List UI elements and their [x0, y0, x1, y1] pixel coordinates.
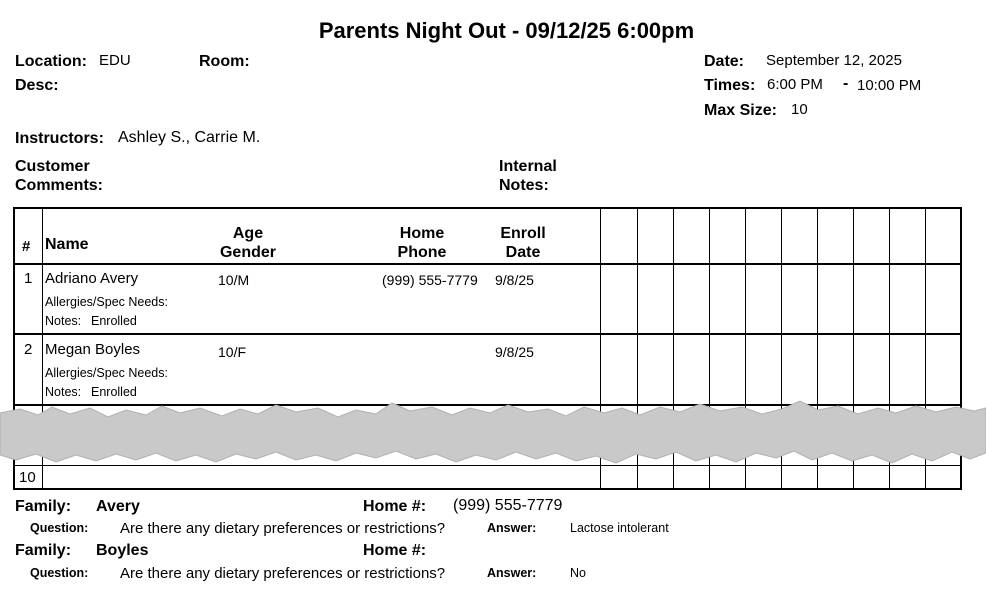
question-label: Question: [30, 566, 89, 580]
notes-value: Enrolled [91, 314, 137, 328]
internal-notes-label-1: Internal [499, 158, 557, 175]
row-number-last: 10 [19, 469, 36, 486]
instructors-value: Ashley S., Carrie M. [118, 129, 261, 146]
home-number-value: (999) 555-7779 [453, 497, 563, 514]
family-label: Family: [15, 542, 72, 559]
allergies-label: Allergies/Spec Needs: [45, 366, 168, 380]
col-header-phone [377, 224, 467, 262]
row-number: 2 [24, 341, 33, 358]
answer-label: Answer: [487, 521, 537, 535]
col-header-name: Name [45, 236, 89, 253]
table-header-divider [13, 263, 961, 265]
col-header-num: # [22, 238, 31, 255]
question-text: Are there any dietary preferences or restrictions? [120, 565, 446, 582]
notes-label: Notes: [45, 385, 82, 399]
time-separator: - [843, 75, 849, 92]
col-header-phone-line2: Phone [397, 244, 447, 261]
enroll-date: 9/8/25 [495, 272, 534, 288]
location-value: EDU [99, 52, 131, 69]
allergies-label: Allergies/Spec Needs: [45, 295, 168, 309]
notes-value: Enrolled [91, 385, 137, 399]
col-header-age [205, 224, 291, 262]
customer-comments-label-2: Comments: [15, 177, 104, 194]
instructors-label: Instructors: [15, 130, 104, 147]
customer-comments-label-1: Customer [15, 158, 90, 175]
times-label: Times: [704, 77, 756, 94]
time-end: 10:00 PM [857, 77, 922, 94]
location-label: Location: [15, 53, 87, 70]
family-name: Avery [96, 498, 140, 515]
max-size-value: 10 [791, 101, 808, 118]
torn-page-effect [0, 395, 986, 480]
internal-notes-label-2: Notes: [499, 177, 549, 194]
col-header-enroll-line1: Enroll [500, 225, 546, 242]
date-label: Date: [704, 53, 745, 70]
question-label: Question: [30, 521, 89, 535]
table-border-bottom [13, 488, 961, 490]
col-header-enroll [485, 224, 561, 262]
answer-label: Answer: [487, 566, 537, 580]
time-start: 6:00 PM [767, 76, 823, 93]
family-label: Family: [15, 498, 72, 515]
answer-text: No [570, 566, 586, 580]
notes-label: Notes: [45, 314, 82, 328]
age-gender: 10/M [218, 272, 250, 288]
table-row-divider [13, 333, 961, 335]
report-title: Parents Night Out - 09/12/25 6:00pm [318, 18, 695, 43]
age-gender: 10/F [218, 344, 247, 360]
col-header-age-line1: Age [232, 225, 264, 242]
child-name: Adriano Avery [45, 270, 139, 287]
table-border-top [13, 207, 961, 209]
home-phone: (999) 555-7779 [382, 272, 478, 288]
family-name: Boyles [96, 542, 149, 559]
col-header-phone-line1: Home [399, 225, 445, 242]
question-text: Are there any dietary preferences or restrictions? [120, 520, 446, 537]
date-value: September 12, 2025 [766, 52, 902, 69]
child-name: Megan Boyles [45, 341, 141, 358]
row-number: 1 [24, 270, 33, 287]
col-header-enroll-line2: Date [505, 244, 541, 261]
room-label: Room: [199, 53, 250, 70]
enroll-date: 9/8/25 [495, 344, 534, 360]
answer-text: Lactose intolerant [570, 521, 669, 535]
home-number-label: Home #: [363, 498, 427, 515]
home-number-label: Home #: [363, 542, 427, 559]
col-header-age-line2: Gender [219, 244, 276, 261]
desc-label: Desc: [15, 77, 59, 94]
max-size-label: Max Size: [704, 102, 777, 119]
